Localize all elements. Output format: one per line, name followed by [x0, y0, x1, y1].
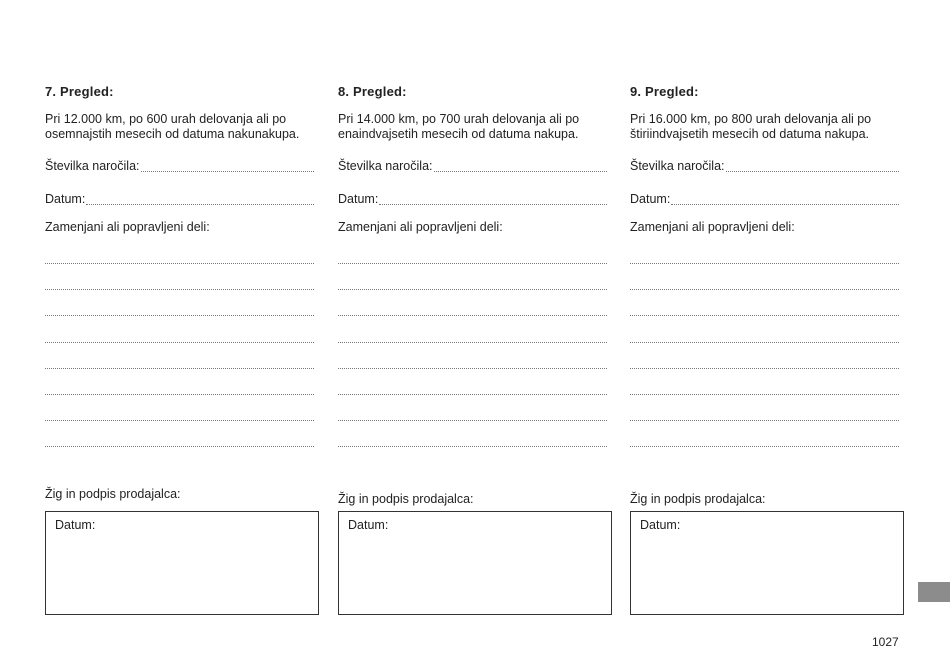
parts-line[interactable] [338, 422, 607, 447]
parts-line[interactable] [338, 265, 607, 290]
page-number: 1027 [872, 635, 899, 649]
parts-lines[interactable] [630, 239, 906, 447]
chapter-tab-marker [918, 582, 950, 602]
date-field[interactable] [338, 191, 607, 207]
parts-line[interactable] [45, 344, 314, 369]
parts-line[interactable] [338, 291, 607, 316]
parts-label: Zamenjani ali popravljeni deli: [45, 220, 210, 234]
date-label: Datum: [45, 192, 86, 206]
date-label: Datum: [338, 192, 379, 206]
order-number-field[interactable] [630, 158, 899, 174]
parts-line[interactable] [338, 370, 607, 395]
order-number-line[interactable] [726, 171, 900, 172]
parts-line[interactable] [45, 291, 314, 316]
inspection-section-9 [630, 84, 906, 447]
parts-line[interactable] [45, 370, 314, 395]
parts-lines[interactable] [338, 239, 614, 447]
inspection-section-8 [338, 84, 614, 447]
parts-line[interactable] [45, 318, 314, 343]
parts-line[interactable] [45, 265, 314, 290]
order-number-label: Številka naročila: [45, 159, 140, 173]
section-title: 7. Pregled: [45, 84, 114, 99]
stamp-signature-box[interactable] [338, 511, 612, 615]
parts-line[interactable] [630, 265, 899, 290]
section-title: 9. Pregled: [630, 84, 699, 99]
parts-line[interactable] [338, 239, 607, 264]
parts-line[interactable] [630, 318, 899, 343]
date-label: Datum: [630, 192, 671, 206]
section-description: Pri 12.000 km, po 600 urah delovanja ali po osemnajstih mesecih od datuma nakunakupa. [45, 112, 300, 141]
parts-line[interactable] [45, 422, 314, 447]
parts-line[interactable] [338, 344, 607, 369]
section-description: Pri 14.000 km, po 700 urah delovanja ali po enaindvajsetih mesecih od datuma nakupa. [338, 112, 580, 141]
parts-line[interactable] [45, 396, 314, 421]
stamp-signature-label: Žig in podpis prodajalca: [45, 487, 181, 501]
section-description: Pri 16.000 km, po 800 urah delovanja ali po štiriindvajsetih mesecih od datuma nakupa. [630, 112, 872, 141]
parts-line[interactable] [338, 318, 607, 343]
parts-line[interactable] [338, 396, 607, 421]
date-line[interactable] [379, 204, 607, 205]
parts-line[interactable] [630, 344, 899, 369]
date-field[interactable] [630, 191, 899, 207]
stamp-date-label: Datum: [348, 518, 389, 532]
order-number-field[interactable] [45, 158, 314, 174]
parts-label: Zamenjani ali popravljeni deli: [338, 220, 503, 234]
parts-line[interactable] [630, 422, 899, 447]
parts-line[interactable] [630, 396, 899, 421]
section-title: 8. Pregled: [338, 84, 407, 99]
stamp-date-label: Datum: [55, 518, 96, 532]
parts-line[interactable] [45, 239, 314, 264]
date-line[interactable] [86, 204, 314, 205]
order-number-label: Številka naročila: [630, 159, 725, 173]
inspection-section-7 [45, 84, 321, 447]
order-number-line[interactable] [434, 171, 608, 172]
stamp-signature-label: Žig in podpis prodajalca: [338, 492, 474, 506]
parts-label: Zamenjani ali popravljeni deli: [630, 220, 795, 234]
parts-line[interactable] [630, 291, 899, 316]
order-number-line[interactable] [141, 171, 315, 172]
stamp-signature-label: Žig in podpis prodajalca: [630, 492, 766, 506]
stamp-signature-box[interactable] [630, 511, 904, 615]
stamp-date-label: Datum: [640, 518, 681, 532]
order-number-label: Številka naročila: [338, 159, 433, 173]
parts-lines[interactable] [45, 239, 321, 447]
parts-line[interactable] [630, 239, 899, 264]
date-field[interactable] [45, 191, 314, 207]
date-line[interactable] [671, 204, 899, 205]
parts-line[interactable] [630, 370, 899, 395]
stamp-signature-box[interactable] [45, 511, 319, 615]
order-number-field[interactable] [338, 158, 607, 174]
